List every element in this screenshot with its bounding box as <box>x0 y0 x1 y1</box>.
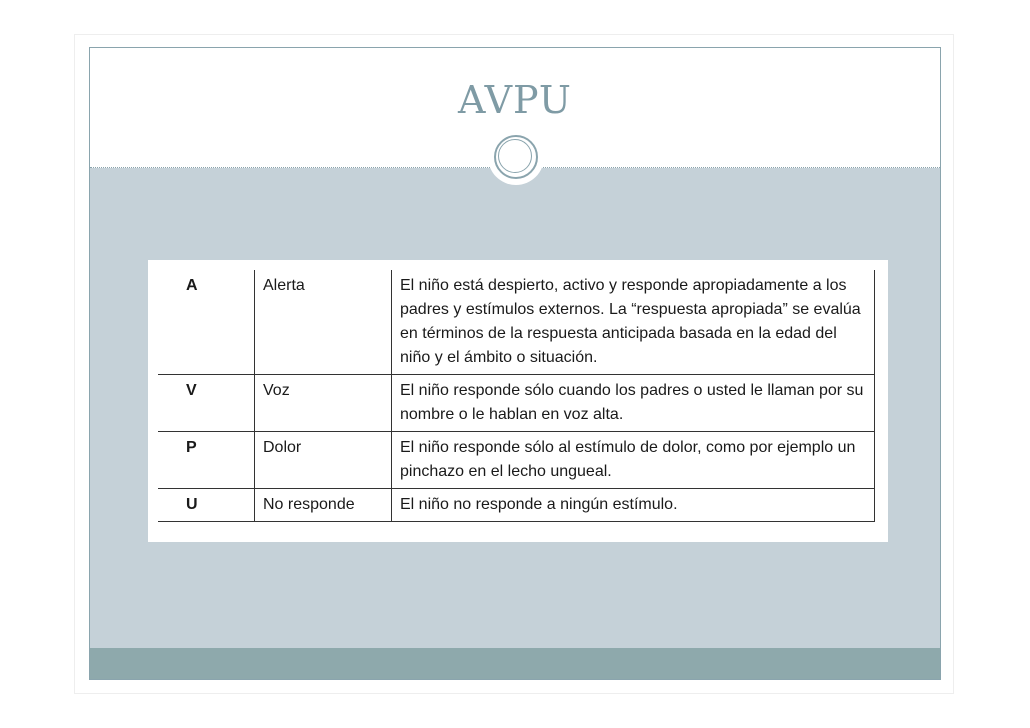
row-description: El niño no responde a ningún estímulo. <box>392 489 875 522</box>
row-description: El niño responde sólo al estímulo de dolor, como por ejemplo un pinchazo en el lecho ungueal. <box>392 432 875 489</box>
avpu-table <box>158 270 875 522</box>
inner-ring <box>498 139 532 173</box>
avpu-table-panel <box>148 260 888 542</box>
row-name: Alerta <box>255 270 392 375</box>
slide-footer-band <box>90 648 940 679</box>
table-row <box>158 270 875 375</box>
row-letter: U <box>158 489 255 522</box>
table-row <box>158 375 875 432</box>
table-row <box>158 489 875 522</box>
row-letter: A <box>158 270 255 375</box>
row-description: El niño responde sólo cuando los padres o usted le llaman por su nombre o le hablan en voz alta. <box>392 375 875 432</box>
row-name: Dolor <box>255 432 392 489</box>
row-name: No responde <box>255 489 392 522</box>
slide <box>89 47 941 680</box>
row-description: El niño está despierto, activo y responde apropiadamente a los padres y estímulos externos. La “respuesta apropiada” se evalúa en términos de la respuesta anticipada basada en la edad del niño y el ámbito o situación. <box>392 270 875 375</box>
row-letter: V <box>158 375 255 432</box>
row-letter: P <box>158 432 255 489</box>
slide-title: AVPU <box>458 78 572 122</box>
double-ring-circle-icon <box>488 129 544 185</box>
table-row <box>158 432 875 489</box>
row-name: Voz <box>255 375 392 432</box>
